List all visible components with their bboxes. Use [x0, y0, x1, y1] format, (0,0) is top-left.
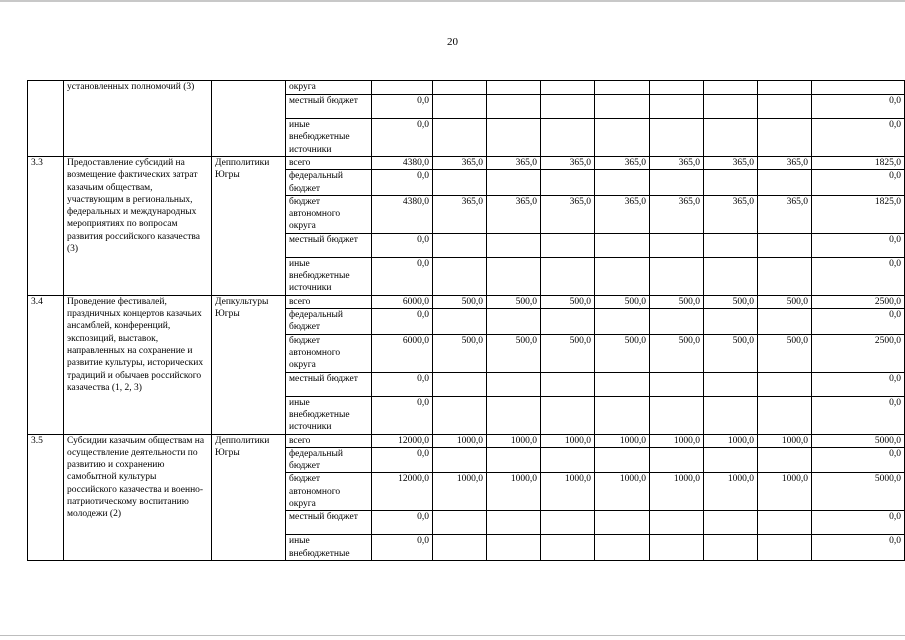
total-value: 0,0	[372, 257, 433, 295]
year-value: 1000,0	[704, 434, 758, 447]
year-value	[595, 396, 650, 434]
year-value	[595, 447, 650, 473]
year-value	[704, 170, 758, 196]
year-value	[433, 309, 487, 335]
funding-source: бюджет автономного округа	[286, 334, 372, 372]
year-value	[595, 511, 650, 535]
funding-source: федеральный бюджет	[286, 447, 372, 473]
year-value	[487, 257, 541, 295]
year-value	[595, 309, 650, 335]
year-value	[595, 257, 650, 295]
year-value	[650, 511, 704, 535]
year-value	[704, 233, 758, 257]
total-value: 0,0	[372, 372, 433, 396]
period-total-value: 0,0	[812, 95, 905, 119]
year-value	[541, 119, 595, 157]
year-value: 365,0	[541, 157, 595, 170]
period-total-value: 0,0	[812, 170, 905, 196]
executor: Депполитики Югры	[212, 157, 286, 296]
total-value	[372, 81, 433, 95]
year-value	[487, 119, 541, 157]
total-value: 0,0	[372, 233, 433, 257]
year-value: 1000,0	[704, 473, 758, 511]
year-value: 365,0	[650, 157, 704, 170]
year-value: 365,0	[758, 195, 812, 233]
table-row	[28, 157, 905, 170]
year-value	[650, 233, 704, 257]
measure-name: Проведение фестивалей, праздничных концертов казачьих ансамблей, конференций, экспозиций, выставок, направленных на сохранение и развитие культуры, исторических традиций и обычаев российского казачества (1, 2, 3)	[64, 295, 212, 434]
year-value: 500,0	[704, 334, 758, 372]
year-value	[758, 119, 812, 157]
year-value	[650, 309, 704, 335]
year-value	[595, 233, 650, 257]
year-value	[541, 535, 595, 561]
year-value: 1000,0	[433, 434, 487, 447]
total-value: 0,0	[372, 396, 433, 434]
year-value: 365,0	[541, 195, 595, 233]
program-table	[27, 80, 905, 561]
year-value	[433, 511, 487, 535]
year-value	[595, 372, 650, 396]
year-value	[650, 95, 704, 119]
year-value: 365,0	[433, 195, 487, 233]
year-value	[541, 257, 595, 295]
executor: Депкультуры Югры	[212, 295, 286, 434]
period-total-value: 0,0	[812, 511, 905, 535]
year-value: 500,0	[541, 334, 595, 372]
year-value: 500,0	[541, 295, 595, 308]
item-number	[28, 81, 64, 157]
funding-source: местный бюджет	[286, 372, 372, 396]
year-value	[487, 309, 541, 335]
year-value	[758, 511, 812, 535]
period-total-value	[812, 81, 905, 95]
year-value	[650, 447, 704, 473]
year-value: 365,0	[595, 195, 650, 233]
funding-source: бюджет автономного округа	[286, 195, 372, 233]
measure-name: Субсидии казачьим обществам на осуществление деятельности по развитию и сохранению самобытной культуры российского казачества и военно-патриотическому воспитанию молодежи (2)	[64, 434, 212, 560]
year-value	[650, 257, 704, 295]
year-value	[704, 95, 758, 119]
period-total-value: 2500,0	[812, 334, 905, 372]
year-value	[758, 447, 812, 473]
year-value: 1000,0	[487, 473, 541, 511]
page-number: 20	[447, 36, 458, 48]
year-value	[541, 309, 595, 335]
year-value: 500,0	[595, 295, 650, 308]
year-value	[487, 81, 541, 95]
year-value	[758, 535, 812, 561]
year-value: 1000,0	[595, 434, 650, 447]
total-value: 12000,0	[372, 473, 433, 511]
year-value	[650, 535, 704, 561]
year-value	[433, 257, 487, 295]
funding-source: местный бюджет	[286, 511, 372, 535]
year-value	[595, 95, 650, 119]
year-value	[541, 372, 595, 396]
year-value: 365,0	[650, 195, 704, 233]
year-value	[595, 170, 650, 196]
funding-source: местный бюджет	[286, 95, 372, 119]
total-value: 0,0	[372, 170, 433, 196]
total-value: 0,0	[372, 119, 433, 157]
measure-name: Предоставление субсидий на возмещение фактических затрат казачьим обществам, участвующим в региональных, федеральных и международных мероприятиях по вопросам развития российского казачества (3)	[64, 157, 212, 296]
total-value: 6000,0	[372, 334, 433, 372]
year-value: 500,0	[487, 334, 541, 372]
year-value	[433, 81, 487, 95]
year-value	[704, 257, 758, 295]
item-number: 3.4	[28, 295, 64, 434]
year-value: 365,0	[433, 157, 487, 170]
period-total-value: 0,0	[812, 535, 905, 561]
total-value: 0,0	[372, 535, 433, 561]
scan-bottom-edge	[0, 635, 905, 636]
period-total-value: 0,0	[812, 119, 905, 157]
measure-name: установленных полномочий (3)	[64, 81, 212, 157]
year-value	[704, 511, 758, 535]
funding-source: иные внебюджетные источники	[286, 396, 372, 434]
year-value	[541, 170, 595, 196]
year-value	[650, 396, 704, 434]
year-value	[704, 119, 758, 157]
year-value: 1000,0	[541, 473, 595, 511]
funding-source: всего	[286, 157, 372, 170]
period-total-value: 5000,0	[812, 434, 905, 447]
executor	[212, 81, 286, 157]
total-value: 0,0	[372, 309, 433, 335]
year-value	[487, 233, 541, 257]
year-value: 500,0	[704, 295, 758, 308]
year-value: 1000,0	[487, 434, 541, 447]
year-value	[758, 309, 812, 335]
year-value: 365,0	[704, 157, 758, 170]
year-value: 500,0	[650, 334, 704, 372]
year-value	[704, 396, 758, 434]
year-value: 500,0	[758, 334, 812, 372]
total-value: 4380,0	[372, 195, 433, 233]
year-value: 1000,0	[595, 473, 650, 511]
table-row	[28, 81, 905, 95]
year-value	[704, 309, 758, 335]
funding-source: федеральный бюджет	[286, 309, 372, 335]
table-row	[28, 434, 905, 447]
year-value	[650, 81, 704, 95]
year-value	[758, 81, 812, 95]
year-value: 500,0	[433, 334, 487, 372]
year-value	[650, 170, 704, 196]
year-value	[541, 511, 595, 535]
year-value	[541, 95, 595, 119]
funding-source: федеральный бюджет	[286, 170, 372, 196]
year-value	[487, 95, 541, 119]
period-total-value: 0,0	[812, 447, 905, 473]
year-value: 365,0	[487, 195, 541, 233]
year-value	[704, 535, 758, 561]
scan-top-edge	[0, 0, 905, 2]
funding-source: иные внебюджетные источники	[286, 257, 372, 295]
period-total-value: 1825,0	[812, 195, 905, 233]
period-total-value: 0,0	[812, 257, 905, 295]
year-value: 365,0	[704, 195, 758, 233]
year-value: 365,0	[487, 157, 541, 170]
year-value: 1000,0	[650, 473, 704, 511]
funding-source: иные внебюджетные	[286, 535, 372, 561]
period-total-value: 0,0	[812, 233, 905, 257]
year-value	[595, 81, 650, 95]
year-value	[433, 447, 487, 473]
year-value	[758, 396, 812, 434]
item-number: 3.3	[28, 157, 64, 296]
year-value	[541, 233, 595, 257]
year-value	[487, 170, 541, 196]
period-total-value: 0,0	[812, 309, 905, 335]
year-value: 365,0	[595, 157, 650, 170]
funding-source: местный бюджет	[286, 233, 372, 257]
item-number: 3.5	[28, 434, 64, 560]
year-value: 500,0	[650, 295, 704, 308]
total-value: 0,0	[372, 95, 433, 119]
year-value	[650, 372, 704, 396]
year-value: 1000,0	[758, 434, 812, 447]
funding-source: иные внебюджетные источники	[286, 119, 372, 157]
year-value	[433, 396, 487, 434]
funding-source: всего	[286, 295, 372, 308]
funding-source: бюджет автономного округа	[286, 473, 372, 511]
period-total-value: 2500,0	[812, 295, 905, 308]
total-value: 12000,0	[372, 434, 433, 447]
year-value	[487, 447, 541, 473]
year-value: 1000,0	[650, 434, 704, 447]
table-row	[28, 295, 905, 308]
year-value	[758, 233, 812, 257]
year-value	[758, 257, 812, 295]
period-total-value: 0,0	[812, 396, 905, 434]
year-value	[541, 396, 595, 434]
year-value	[487, 372, 541, 396]
period-total-value: 1825,0	[812, 157, 905, 170]
year-value	[433, 233, 487, 257]
year-value: 365,0	[758, 157, 812, 170]
year-value	[650, 119, 704, 157]
funding-source: всего	[286, 434, 372, 447]
year-value	[704, 81, 758, 95]
year-value	[487, 535, 541, 561]
year-value: 500,0	[758, 295, 812, 308]
year-value: 500,0	[595, 334, 650, 372]
year-value	[541, 81, 595, 95]
total-value: 4380,0	[372, 157, 433, 170]
year-value	[704, 372, 758, 396]
year-value	[487, 396, 541, 434]
executor: Депполитики Югры	[212, 434, 286, 560]
year-value	[595, 535, 650, 561]
total-value: 0,0	[372, 447, 433, 473]
year-value	[433, 170, 487, 196]
year-value	[758, 170, 812, 196]
year-value: 500,0	[487, 295, 541, 308]
year-value	[433, 119, 487, 157]
total-value: 0,0	[372, 511, 433, 535]
year-value	[595, 119, 650, 157]
year-value	[433, 372, 487, 396]
year-value	[541, 447, 595, 473]
period-total-value: 5000,0	[812, 473, 905, 511]
year-value: 1000,0	[541, 434, 595, 447]
year-value: 500,0	[433, 295, 487, 308]
year-value: 1000,0	[433, 473, 487, 511]
year-value: 1000,0	[758, 473, 812, 511]
year-value	[758, 95, 812, 119]
year-value	[433, 95, 487, 119]
year-value	[758, 372, 812, 396]
year-value	[433, 535, 487, 561]
year-value	[487, 511, 541, 535]
period-total-value: 0,0	[812, 372, 905, 396]
funding-source: округа	[286, 81, 372, 95]
total-value: 6000,0	[372, 295, 433, 308]
year-value	[704, 447, 758, 473]
